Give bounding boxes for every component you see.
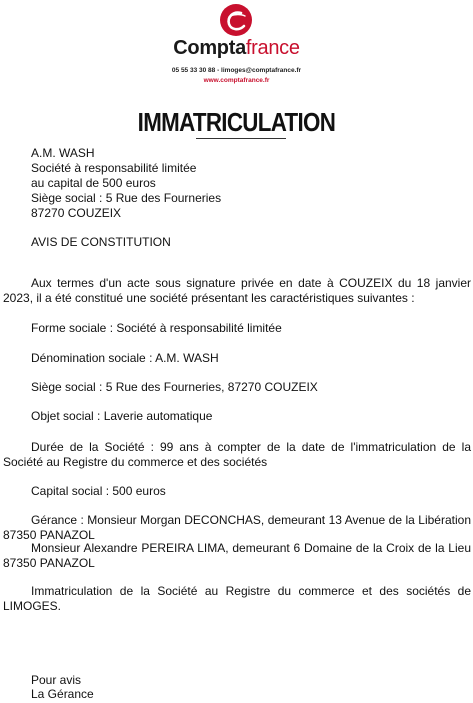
company-capital: au capital de 500 euros bbox=[31, 176, 156, 190]
immatriculation-text: Immatriculation de la Société au Registre du commerce et des sociétés de LIMOGES. bbox=[3, 584, 471, 613]
objet-social: Objet social : Laverie automatique bbox=[31, 409, 213, 423]
company-seat: Siège social : 5 Rue des Fourneries bbox=[31, 191, 222, 205]
document-title: IMMATRICULATION bbox=[137, 107, 336, 137]
closing-pour-avis: Pour avis bbox=[31, 673, 82, 687]
gerance-paragraph-1 bbox=[3, 513, 471, 542]
contact-line: 05 55 33 30 88 - limoges@comptafrance.fr bbox=[171, 67, 302, 74]
letterhead bbox=[0, 0, 473, 100]
gerance-2-text: Monsieur Alexandre PEREIRA LIMA, demeurant 6 Domaine de la Croix de la Lieu 87350 PANAZOL bbox=[3, 541, 471, 570]
company-form: Société à responsabilité limitée bbox=[31, 161, 197, 175]
denomination-sociale: Dénomination sociale : A.M. WASH bbox=[31, 351, 219, 365]
brand-part1: Compta bbox=[173, 37, 246, 59]
company-city: 87270 COUZEIX bbox=[31, 206, 122, 220]
forme-sociale: Forme sociale : Société à responsabilité limitée bbox=[31, 321, 282, 335]
siege-social: Siège social : 5 Rue des Fourneries, 87270 COUZEIX bbox=[31, 380, 318, 394]
company-name: A.M. WASH bbox=[31, 146, 95, 160]
duree-text: Durée de la Société : 99 ans à compter de la date de l'immatriculation de la Société au Registre du commerce et des sociétés bbox=[3, 440, 471, 469]
closing-signature: La Gérance bbox=[31, 687, 94, 701]
capital-social: Capital social : 500 euros bbox=[31, 484, 166, 498]
brand-part2: france bbox=[245, 37, 300, 59]
intro-text: Aux termes d'un acte sous signature privée en date à COUZEIX du 18 janvier 2023, il a été constitué une société présentant les caractéristiques suivantes : bbox=[3, 276, 471, 305]
brand-name bbox=[0, 36, 473, 60]
notice-type: AVIS DE CONSTITUTION bbox=[31, 235, 171, 249]
website-link[interactable]: www.comptafrance.fr bbox=[203, 77, 270, 84]
gerance-paragraph-2 bbox=[3, 541, 471, 570]
immatriculation-paragraph bbox=[3, 584, 471, 613]
comptafrance-logo-icon bbox=[219, 3, 253, 37]
intro-paragraph bbox=[3, 276, 471, 305]
duree-paragraph bbox=[3, 440, 471, 469]
gerance-1-text: Gérance : Monsieur Morgan DECONCHAS, demeurant 13 Avenue de la Libération 87350 PANAZOL bbox=[3, 513, 471, 542]
title-divider bbox=[196, 138, 286, 139]
